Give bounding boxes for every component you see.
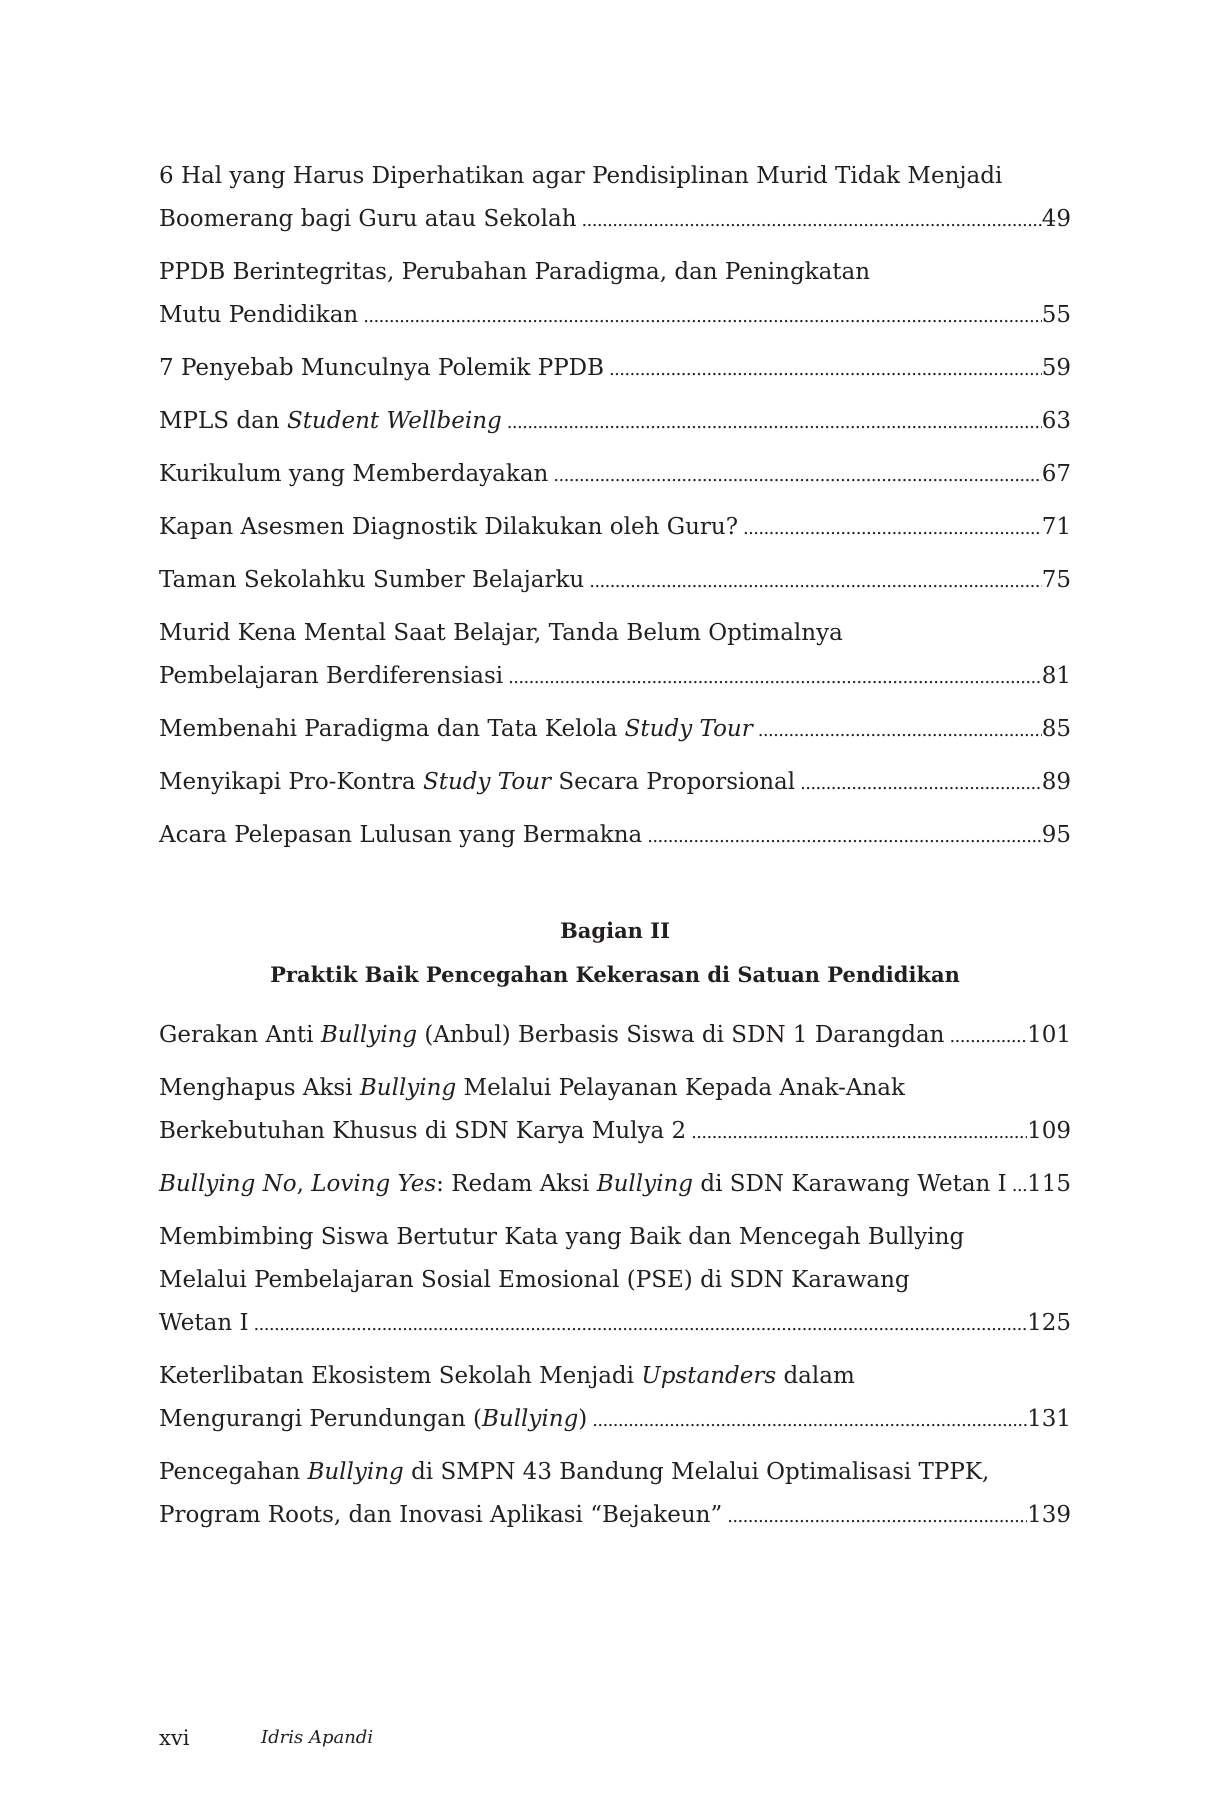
toc-title-segment: 6 Hal yang Harus Diperhatikan agar Pendisiplinan Murid Tidak Menjadi	[159, 163, 1003, 189]
toc-entry-title	[159, 612, 843, 655]
toc-entry-line	[159, 1014, 1071, 1057]
toc-entry-title	[159, 506, 738, 549]
toc-entry	[159, 347, 1071, 390]
dot-leader	[577, 198, 1042, 241]
toc-entry-title	[159, 1259, 910, 1302]
toc-entry-title	[159, 559, 584, 602]
toc-entry-title	[159, 251, 870, 294]
toc-page-number: 81	[1041, 663, 1071, 689]
toc-title-italic-segment: Study Tour	[422, 769, 552, 795]
dot-leader	[738, 506, 1042, 549]
toc-list-part-2	[159, 1014, 1071, 1547]
toc-entry	[159, 559, 1071, 602]
toc-entry-line	[159, 251, 1071, 294]
dot-leader	[249, 1302, 1028, 1345]
toc-entry-title	[159, 814, 642, 857]
toc-title-segment: (Anbul) Berbasis Siswa di SDN 1 Darangdan	[417, 1022, 945, 1048]
toc-title-italic-segment: Bullying	[307, 1459, 404, 1485]
toc-entry-line	[159, 1216, 1071, 1259]
toc-title-italic-segment: Student Wellbeing	[286, 408, 502, 434]
toc-list-part-1	[159, 155, 1071, 867]
toc-title-segment: Pencegahan	[159, 1459, 308, 1485]
toc-title-segment: Program Roots, dan Inovasi Aplikasi “Bejakeun”	[159, 1502, 723, 1528]
dot-leader	[944, 1014, 1027, 1057]
toc-title-segment: : Redam Aksi	[436, 1171, 597, 1197]
toc-entry-line	[159, 294, 1071, 337]
toc-entry	[159, 1014, 1071, 1057]
toc-title-segment: Keterlibatan Ekosistem Sekolah Menjadi	[159, 1363, 642, 1389]
toc-page-number: 95	[1041, 822, 1071, 848]
toc-title-segment: Melalui Pelayanan Kepada Anak-Anak	[456, 1075, 905, 1101]
toc-page-number: 59	[1041, 355, 1071, 381]
toc-entry-line	[159, 347, 1071, 390]
toc-entry	[159, 506, 1071, 549]
toc-title-segment: Membimbing Siswa Bertutur Kata yang Baik dan Mencegah Bullying	[159, 1224, 965, 1250]
toc-title-segment: Mengurangi Perundungan (	[159, 1406, 482, 1432]
toc-title-segment: Pembelajaran Berdiferensiasi	[159, 663, 504, 689]
toc-title-italic-segment: Bullying	[320, 1022, 418, 1048]
toc-entry-line	[159, 1163, 1071, 1206]
toc-title-segment: Taman Sekolahku Sumber Belajarku	[159, 567, 585, 593]
toc-page-number: 55	[1041, 302, 1071, 328]
toc-title-italic-segment: Bullying	[596, 1171, 694, 1197]
toc-entry-title	[159, 1067, 905, 1110]
toc-title-segment: Kurikulum yang Memberdayakan	[159, 461, 549, 487]
toc-entry-line	[159, 559, 1071, 602]
toc-entry-line	[159, 1067, 1071, 1110]
dot-leader	[584, 559, 1042, 602]
dot-leader	[753, 708, 1042, 751]
toc-entry-title	[159, 294, 358, 337]
toc-page-number: 67	[1041, 461, 1071, 487]
toc-entry-title	[159, 453, 548, 496]
dot-leader	[548, 453, 1041, 496]
toc-title-segment: MPLS dan	[159, 408, 287, 434]
toc-entry-line	[159, 453, 1071, 496]
toc-entry-title	[159, 1494, 722, 1537]
toc-entry-title	[159, 708, 753, 751]
toc-entry-line	[159, 155, 1071, 198]
toc-entry-line	[159, 1259, 1071, 1302]
toc-entry	[159, 761, 1071, 804]
toc-entry	[159, 612, 1071, 698]
toc-entry-line	[159, 1451, 1071, 1494]
toc-entry-title	[159, 1216, 964, 1259]
toc-entry-line	[159, 761, 1071, 804]
toc-title-segment: Membenahi Paradigma dan Tata Kelola	[159, 716, 625, 742]
toc-entry-line	[159, 1302, 1071, 1345]
toc-entry-line	[159, 708, 1071, 751]
dot-leader	[642, 814, 1041, 857]
toc-title-italic-segment: Bullying	[359, 1075, 457, 1101]
toc-page-number: 85	[1041, 716, 1071, 742]
toc-title-italic-segment: Bullying	[481, 1406, 579, 1432]
dot-leader	[502, 400, 1042, 443]
toc-entry	[159, 1067, 1071, 1153]
toc-entry-line	[159, 198, 1071, 241]
part-heading	[159, 909, 1071, 997]
toc-entry-title	[159, 198, 577, 241]
toc-title-segment: Acara Pelepasan Lulusan yang Bermakna	[159, 822, 643, 848]
toc-title-segment: Berkebutuhan Khusus di SDN Karya Mulya 2	[159, 1118, 687, 1144]
dot-leader	[795, 761, 1042, 804]
toc-title-segment: Wetan I	[159, 1310, 249, 1336]
toc-page-number: 131	[1027, 1406, 1071, 1432]
toc-entry-line	[159, 612, 1071, 655]
dot-leader	[1007, 1163, 1027, 1206]
toc-entry-title	[159, 761, 795, 804]
toc-title-segment: )	[578, 1406, 588, 1432]
toc-title-segment: Gerakan Anti	[159, 1022, 321, 1048]
toc-page-number: 89	[1041, 769, 1071, 795]
dot-leader	[604, 347, 1042, 390]
running-author-name: Idris Apandi	[261, 1727, 374, 1748]
toc-entry	[159, 814, 1071, 857]
toc-entry-line	[159, 1398, 1071, 1441]
toc-entry-title	[159, 1110, 686, 1153]
toc-entry	[159, 400, 1071, 443]
toc-entry-title	[159, 1355, 855, 1398]
toc-entry	[159, 1451, 1071, 1537]
toc-entry-title	[159, 1302, 249, 1345]
toc-title-segment: Menyikapi Pro-Kontra	[159, 769, 423, 795]
toc-entry-title	[159, 1014, 944, 1057]
page-footer	[0, 1723, 1221, 1753]
toc-entry	[159, 155, 1071, 241]
toc-entry-title	[159, 1398, 587, 1441]
toc-entry-line	[159, 1355, 1071, 1398]
toc-page-number: 101	[1027, 1022, 1071, 1048]
part-title: Praktik Baik Pencegahan Kekerasan di Satuan Pendidikan	[270, 962, 960, 987]
toc-title-segment: di SDN Karawang Wetan I	[693, 1171, 1007, 1197]
toc-page-number: 139	[1027, 1502, 1071, 1528]
toc-entry	[159, 1216, 1071, 1345]
toc-entry	[159, 453, 1071, 496]
toc-entry-title	[159, 1163, 1007, 1206]
dot-leader	[686, 1110, 1027, 1153]
toc-entry-title	[159, 155, 1002, 198]
toc-page-number: 125	[1027, 1310, 1071, 1336]
toc-entry-title	[159, 655, 503, 698]
toc-title-segment: Menghapus Aksi	[159, 1075, 360, 1101]
toc-entry-title	[159, 347, 604, 390]
toc-entry-title	[159, 400, 502, 443]
toc-title-segment: PPDB Berintegritas, Perubahan Paradigma, dan Peningkatan	[159, 259, 871, 285]
toc-page-number: 63	[1041, 408, 1071, 434]
folio-page-number: xvi	[159, 1726, 190, 1750]
toc-title-italic-segment: Loving Yes	[311, 1171, 437, 1197]
toc-title-segment: 7 Penyebab Munculnya Polemik PPDB	[159, 355, 605, 381]
toc-entry-title	[159, 1451, 989, 1494]
toc-entry	[159, 1355, 1071, 1441]
part-label: Bagian II	[560, 918, 670, 943]
toc-title-segment: Melalui Pembelajaran Sosial Emosional (PSE) di SDN Karawang	[159, 1267, 910, 1293]
toc-entry	[159, 708, 1071, 751]
toc-title-italic-segment: Upstanders	[641, 1363, 777, 1389]
toc-page-number: 75	[1041, 567, 1071, 593]
toc-entry-line	[159, 1110, 1071, 1153]
toc-entry-line	[159, 400, 1071, 443]
dot-leader	[587, 1398, 1027, 1441]
dot-leader	[358, 294, 1042, 337]
toc-page-number: 71	[1041, 514, 1071, 540]
toc-page-number: 109	[1027, 1118, 1071, 1144]
toc-title-italic-segment: Study Tour	[624, 716, 753, 742]
toc-entry-line	[159, 814, 1071, 857]
toc-title-segment: Mutu Pendidikan	[159, 302, 359, 328]
toc-title-segment: Kapan Asesmen Diagnostik Dilakukan oleh Guru?	[159, 514, 739, 540]
toc-page-number: 115	[1027, 1171, 1071, 1197]
toc-title-segment: dalam	[776, 1363, 855, 1389]
toc-title-segment: Boomerang bagi Guru atau Sekolah	[159, 206, 577, 232]
toc-entry-line	[159, 506, 1071, 549]
toc-page-number: 49	[1041, 206, 1071, 232]
toc-title-segment: ,	[296, 1171, 312, 1197]
toc-title-segment: Secara Proporsional	[551, 769, 796, 795]
toc-entry	[159, 1163, 1071, 1206]
toc-title-segment: di SMPN 43 Bandung Melalui Optimalisasi TPPK,	[403, 1459, 990, 1485]
dot-leader	[722, 1494, 1027, 1537]
toc-title-segment: Murid Kena Mental Saat Belajar, Tanda Belum Optimalnya	[159, 620, 843, 646]
toc-entry	[159, 251, 1071, 337]
toc-entry-line	[159, 1494, 1071, 1537]
toc-entry-line	[159, 655, 1071, 698]
dot-leader	[503, 655, 1042, 698]
toc-title-italic-segment: Bullying No	[159, 1171, 297, 1197]
